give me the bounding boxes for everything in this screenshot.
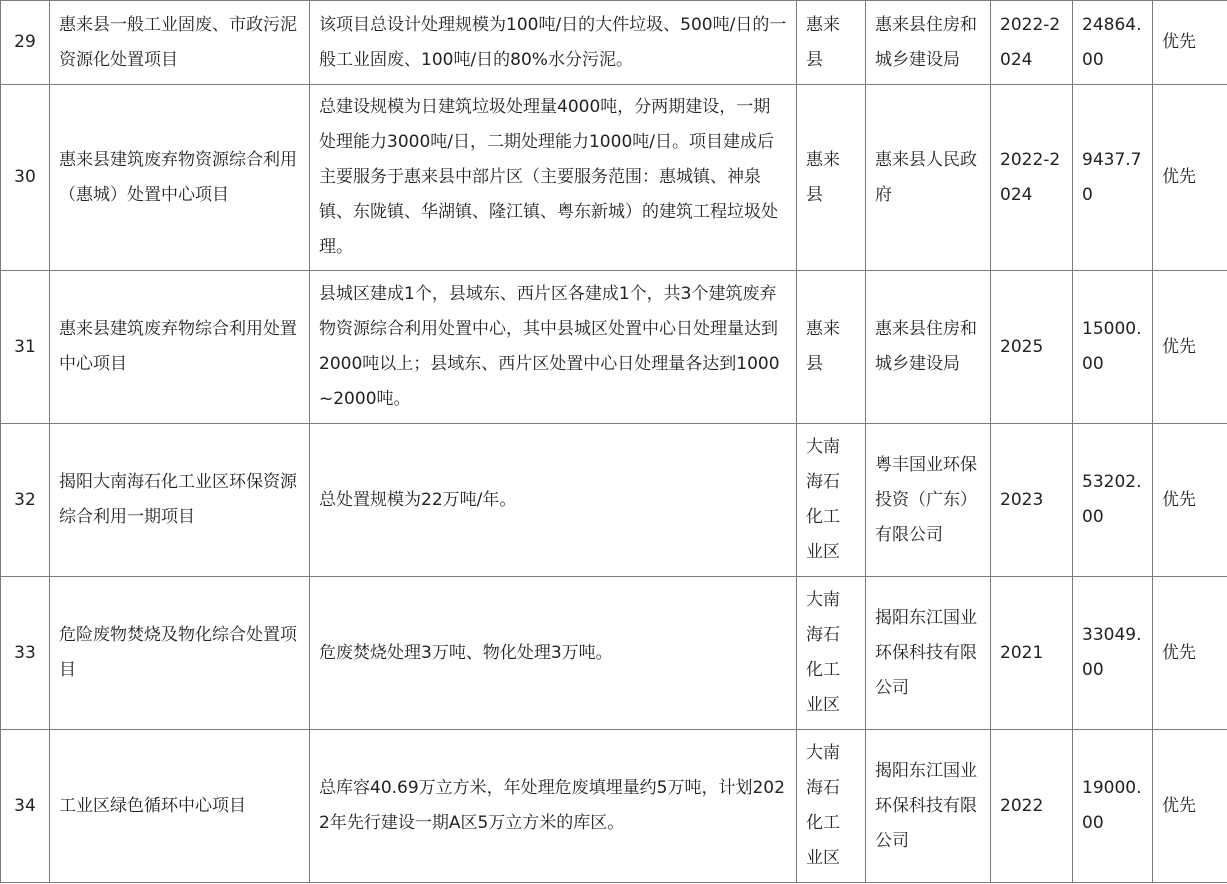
project-period: 2025: [991, 271, 1073, 424]
row-number: 29: [1, 1, 50, 85]
project-location: 大南海石化工业区: [797, 730, 866, 883]
project-name: 工业区绿色循环中心项目: [50, 730, 310, 883]
project-investment: 19000.00: [1073, 730, 1153, 883]
project-name: 惠来县一般工业固废、市政污泥资源化处置项目: [50, 1, 310, 85]
project-owner: 粤丰国业环保投资（广东）有限公司: [866, 424, 991, 577]
project-content: 总处置规模为22万吨/年。: [310, 424, 797, 577]
project-content: 总建设规模为日建筑垃圾处理量4000吨，分两期建设，一期处理能力3000吨/日，二期处理能力1000吨/日。项目建成后主要服务于惠来县中部片区（主要服务范围：惠城镇、神泉镇、东陇镇、华湖镇、隆江镇、粤东新城）的建筑工程垃圾处理。: [310, 85, 797, 271]
row-number: 32: [1, 424, 50, 577]
project-location: 大南海石化工业区: [797, 577, 866, 730]
project-name: 危险废物焚烧及物化综合处置项目: [50, 577, 310, 730]
project-location: 大南海石化工业区: [797, 424, 866, 577]
table-row: [1, 577, 1227, 730]
project-priority: 优先: [1153, 1, 1227, 85]
project-period: 2023: [991, 424, 1073, 577]
project-location: 惠来县: [797, 1, 866, 85]
project-priority: 优先: [1153, 577, 1227, 730]
table-row: [1, 85, 1227, 271]
project-owner: 惠来县人民政府: [866, 85, 991, 271]
project-period: 2021: [991, 577, 1073, 730]
project-location: 惠来县: [797, 271, 866, 424]
project-name: 惠来县建筑废弃物资源综合利用（惠城）处置中心项目: [50, 85, 310, 271]
project-priority: 优先: [1153, 85, 1227, 271]
project-priority: 优先: [1153, 730, 1227, 883]
project-name: 揭阳大南海石化工业区环保资源综合利用一期项目: [50, 424, 310, 577]
row-number: 30: [1, 85, 50, 271]
table-row: [1, 424, 1227, 577]
project-content: 县城区建成1个，县域东、西片区各建成1个，共3个建筑废弃物资源综合利用处置中心，其中县城区处置中心日处理量达到2000吨以上；县域东、西片区处置中心日处理量各达到1000~2000吨。: [310, 271, 797, 424]
project-period: 2022-2024: [991, 85, 1073, 271]
table-row: [1, 271, 1227, 424]
project-owner: 揭阳东江国业环保科技有限公司: [866, 577, 991, 730]
project-owner: 惠来县住房和城乡建设局: [866, 1, 991, 85]
project-investment: 33049.00: [1073, 577, 1153, 730]
project-content: 危废焚烧处理3万吨、物化处理3万吨。: [310, 577, 797, 730]
project-investment: 24864.00: [1073, 1, 1153, 85]
project-content: 总库容40.69万立方米，年处理危废填埋量约5万吨，计划2022年先行建设一期A区5万立方米的库区。: [310, 730, 797, 883]
project-priority: 优先: [1153, 271, 1227, 424]
project-period: 2022: [991, 730, 1073, 883]
project-owner: 惠来县住房和城乡建设局: [866, 271, 991, 424]
project-period: 2022-2024: [991, 1, 1073, 85]
project-content: 该项目总设计处理规模为100吨/日的大件垃圾、500吨/日的一般工业固废、100吨/日的80%水分污泥。: [310, 1, 797, 85]
project-investment: 15000.00: [1073, 271, 1153, 424]
row-number: 31: [1, 271, 50, 424]
project-investment: 53202.00: [1073, 424, 1153, 577]
table-row: [1, 1, 1227, 85]
row-number: 33: [1, 577, 50, 730]
project-owner: 揭阳东江国业环保科技有限公司: [866, 730, 991, 883]
project-investment: 9437.70: [1073, 85, 1153, 271]
row-number: 34: [1, 730, 50, 883]
project-name: 惠来县建筑废弃物综合利用处置中心项目: [50, 271, 310, 424]
table-row: [1, 730, 1227, 883]
project-location: 惠来县: [797, 85, 866, 271]
project-priority: 优先: [1153, 424, 1227, 577]
